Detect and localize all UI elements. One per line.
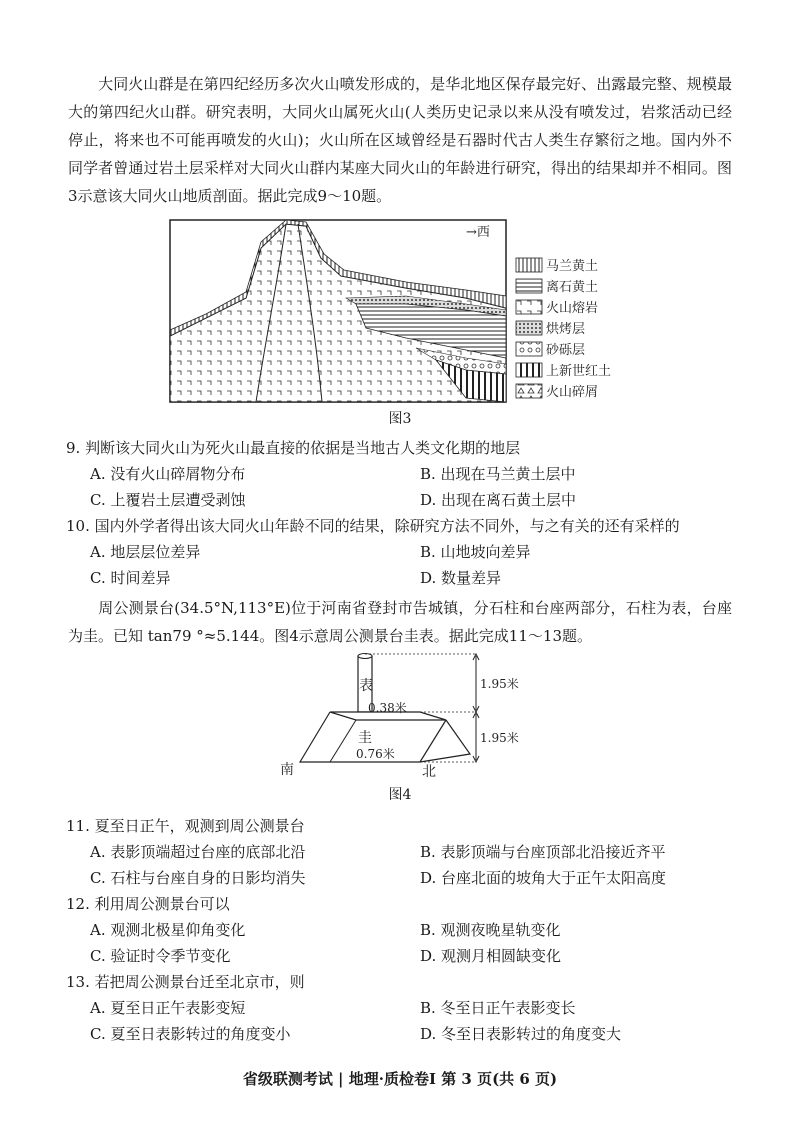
label-bottom-width: 0.76米 — [356, 747, 395, 761]
q11-option-a: A. 表影顶端超过台座的底部北沿 — [90, 843, 306, 861]
legend-baked: 烘烤层 — [546, 322, 586, 337]
q10-option-b: B. 山地坡向差异 — [420, 543, 531, 561]
legend-gravel: 砂砾层 — [546, 343, 586, 358]
q10-option-d: D. 数量差异 — [420, 569, 502, 587]
legend-lava: 火山熔岩 — [546, 301, 599, 316]
q13-option-a: A. 夏至日正午表影变短 — [90, 999, 246, 1017]
q9-option-a: A. 没有火山碎屑物分布 — [90, 465, 246, 483]
intro-text-gnomon: 周公测景台(34.5°N,113°E)位于河南省登封市告城镇，分石柱和台座两部分，石柱为表，台座为圭。已知 tan79 °≈5.144。图4示意周公测景台圭表。据此完成11～13题。 — [68, 599, 732, 645]
page-footer: 省级联测考试 | 地理·质检卷Ⅰ 第 3 页(共 6 页) — [242, 1070, 558, 1088]
q12-option-a: A. 观测北极星仰角变化 — [90, 921, 246, 939]
q10-stem: 10. 国内外学者得出该大同火山年龄不同的结果，除研究方法不同外，与之有关的还有采样的 — [66, 517, 680, 535]
q12-option-d: D. 观测月相圆缺变化 — [420, 947, 562, 965]
legend-scoria: 火山碎屑 — [546, 385, 599, 400]
q13-option-c: C. 夏至日表影转过的角度变小 — [90, 1025, 291, 1043]
q9-option-c: C. 上覆岩土层遭受剥蚀 — [90, 491, 246, 509]
figure-3-caption: 图3 — [388, 411, 412, 427]
q13-option-d: D. 冬至日表影转过的角度变大 — [420, 1025, 622, 1043]
q9-option-d: D. 出现在离石黄土层中 — [420, 491, 577, 509]
label-gui: 圭 — [358, 730, 372, 746]
q12-option-b: B. 观测夜晚星轨变化 — [420, 921, 561, 939]
label-north: 北 — [422, 764, 436, 780]
label-top-width: 0.38米 — [368, 701, 407, 715]
q9-option-b: B. 出现在马兰黄土层中 — [420, 465, 576, 483]
q13-option-b: B. 冬至日正午表影变长 — [420, 999, 576, 1017]
q10-option-a: A. 地层层位差异 — [90, 543, 201, 561]
q11-option-d: D. 台座北面的坡角大于正午太阳高度 — [420, 869, 667, 887]
figure-4-gnomon — [270, 650, 530, 782]
direction-label: →西 — [466, 225, 490, 240]
legend — [516, 258, 611, 400]
label-height-pillar: 1.95米 — [480, 677, 519, 691]
figure-4-caption: 图4 — [388, 787, 412, 803]
q9-stem: 9. 判断该大同火山为死火山最直接的依据是当地古人类文化期的地层 — [66, 439, 521, 457]
q13-stem: 13. 若把周公测景台迁至北京市，则 — [66, 973, 305, 991]
q10-option-c: C. 时间差异 — [90, 569, 171, 587]
intro-text-volcano: 大同火山群是在第四纪经历多次火山喷发形成的，是华北地区保存最完好、出露最完整、规模最大的第四纪火山群。研究表明，大同火山属死火山(人类历史记录以来从没有喷发过，岩浆活动已经停止，将来也不可能再喷发的火山)；火山所在区域曾经是石器时代古人类生存繁衍之地。国内外不同学者曾通过岩土层采样对大同火山群内某座大同火山的年龄进行研究，得出的结果却并不相同。图3示意该大同火山地质剖面。据此完成9～10题。 — [68, 75, 732, 205]
q12-option-c: C. 验证时令季节变化 — [90, 947, 231, 965]
intro-paragraph-volcano — [68, 70, 732, 210]
intro-paragraph-gnomon — [68, 594, 732, 650]
legend-red-soil: 上新世红土 — [546, 364, 612, 379]
q12-stem: 12. 利用周公测景台可以 — [66, 895, 230, 913]
q11-stem: 11. 夏至日正午，观测到周公测景台 — [66, 817, 305, 835]
q11-option-b: B. 表影顶端与台座顶部北沿接近齐平 — [420, 843, 666, 861]
q11-option-c: C. 石柱与台座自身的日影均消失 — [90, 869, 306, 887]
legend-lishi: 离石黄土 — [546, 280, 599, 295]
label-biao: 表 — [359, 678, 373, 694]
legend-malan: 马兰黄土 — [546, 259, 599, 274]
label-south: 南 — [280, 762, 294, 778]
label-height-platform: 1.95米 — [480, 731, 519, 745]
figure-3-cross-section — [166, 218, 626, 408]
